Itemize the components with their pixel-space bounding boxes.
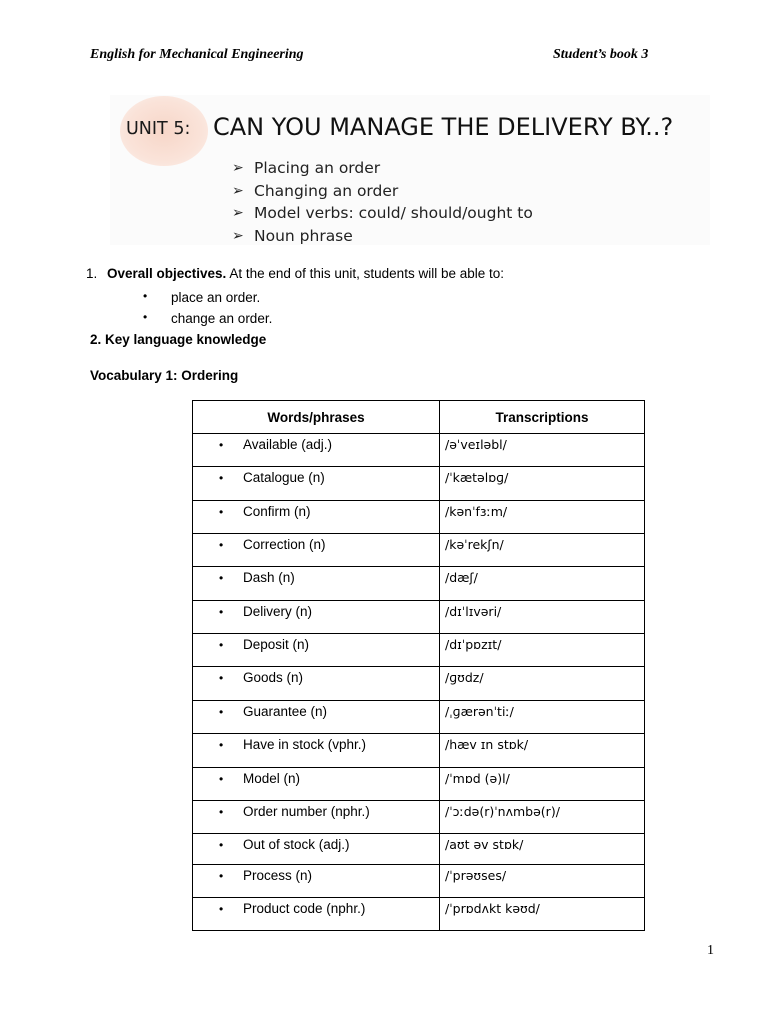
transcription-cell: /ˈɔːdə(r)ˈnʌmbə(r)/ xyxy=(440,801,645,834)
transcription-cell: /ˈprɒdʌkt kəʊd/ xyxy=(440,898,645,931)
word-cell xyxy=(193,601,440,634)
word-cell xyxy=(193,865,440,898)
word-text: Order number (nphr.) xyxy=(243,804,370,819)
table-row xyxy=(193,865,645,898)
running-header-title: English for Mechanical Engineering xyxy=(90,47,304,62)
bullet-dot-icon: • xyxy=(219,738,224,752)
word-cell xyxy=(193,898,440,931)
topic-label: Placing an order xyxy=(254,159,381,177)
arrow-bullet-icon: ➢ xyxy=(232,182,244,199)
section-heading-key-language: 2. Key language knowledge xyxy=(90,332,267,347)
word-text: Delivery (n) xyxy=(243,604,313,619)
word-cell xyxy=(193,467,440,501)
table-row xyxy=(193,701,645,734)
bullet-dot-icon: • xyxy=(219,571,224,585)
arrow-bullet-icon: ➢ xyxy=(232,160,244,176)
table-row xyxy=(193,898,645,931)
unit-topics-list xyxy=(232,157,533,247)
vocabulary-table xyxy=(192,400,645,931)
word-cell xyxy=(193,768,440,801)
transcription-cell: /ˈmɒd (ə)l/ xyxy=(440,768,645,801)
bullet-dot-icon: • xyxy=(219,438,224,452)
bullet-dot-icon: • xyxy=(219,838,224,852)
table-row xyxy=(193,467,645,501)
topic-label: Changing an order xyxy=(254,181,399,200)
table-row xyxy=(193,601,645,634)
word-cell xyxy=(193,434,440,467)
table-header-row xyxy=(193,401,645,434)
table-row xyxy=(193,567,645,601)
objectives-number: 1. xyxy=(86,266,98,281)
objectives-heading: Overall objectives. xyxy=(107,266,227,281)
word-text: Correction (n) xyxy=(243,537,326,552)
word-text: Confirm (n) xyxy=(243,504,311,519)
column-header-words: Words/phrases xyxy=(193,401,440,434)
bullet-dot-icon: • xyxy=(219,471,224,485)
bullet-dot-icon: • xyxy=(143,310,148,324)
unit-title: CAN YOU MANAGE THE DELIVERY BY..? xyxy=(213,113,674,141)
objective-item-text: place an order. xyxy=(171,290,261,305)
table-row xyxy=(193,768,645,801)
topic-label: Model verbs: could/ should/ought to xyxy=(254,204,533,222)
bullet-dot-icon: • xyxy=(219,671,224,685)
transcription-cell: /ɡʊdz/ xyxy=(440,667,645,701)
topic-item xyxy=(232,225,533,248)
bullet-dot-icon: • xyxy=(219,505,224,519)
bullet-dot-icon: • xyxy=(219,869,224,883)
bullet-dot-icon: • xyxy=(219,772,224,786)
topic-item xyxy=(232,180,533,203)
transcription-cell: /ˌɡærənˈtiː/ xyxy=(440,701,645,734)
word-text: Process (n) xyxy=(243,868,313,883)
word-text: Goods (n) xyxy=(243,670,304,685)
bullet-dot-icon: • xyxy=(219,805,224,819)
word-text: Catalogue (n) xyxy=(243,470,325,485)
unit-label: UNIT 5: xyxy=(126,119,191,139)
objectives-line xyxy=(86,266,504,281)
arrow-bullet-icon: ➢ xyxy=(232,227,244,244)
transcription-cell: /ˈkætəlɒɡ/ xyxy=(440,467,645,501)
table-row xyxy=(193,667,645,701)
bullet-dot-icon: • xyxy=(143,289,148,303)
table-row xyxy=(193,434,645,467)
word-cell xyxy=(193,634,440,667)
table-row xyxy=(193,834,645,865)
word-text: Deposit (n) xyxy=(243,637,310,652)
word-text: Have in stock (vphr.) xyxy=(243,737,367,752)
transcription-cell: /dɪˈpɒzɪt/ xyxy=(440,634,645,667)
transcription-cell: /əˈveɪləbl/ xyxy=(440,434,645,467)
table-row xyxy=(193,801,645,834)
word-text: Out of stock (adj.) xyxy=(243,837,350,852)
transcription-cell: /dæʃ/ xyxy=(440,567,645,601)
word-cell xyxy=(193,667,440,701)
bullet-dot-icon: • xyxy=(219,902,224,916)
page-number: 1 xyxy=(707,943,714,958)
table-row xyxy=(193,634,645,667)
word-cell xyxy=(193,567,440,601)
word-text: Product code (nphr.) xyxy=(243,901,366,916)
transcription-cell: /hæv ɪn stɒk/ xyxy=(440,734,645,768)
transcription-cell: /aʊt əv stɒk/ xyxy=(440,834,645,865)
word-text: Dash (n) xyxy=(243,570,295,585)
table-row xyxy=(193,501,645,534)
bullet-dot-icon: • xyxy=(219,605,224,619)
topic-item xyxy=(232,157,533,180)
table-row xyxy=(193,734,645,768)
transcription-cell: /kənˈfɜːm/ xyxy=(440,501,645,534)
bullet-dot-icon: • xyxy=(219,538,224,552)
word-cell xyxy=(193,734,440,768)
bullet-dot-icon: • xyxy=(219,705,224,719)
bullet-dot-icon: • xyxy=(219,638,224,652)
arrow-bullet-icon: ➢ xyxy=(232,205,244,221)
objectives-text: At the end of this unit, students will be able to: xyxy=(229,266,504,281)
column-header-transcriptions: Transcriptions xyxy=(440,401,645,434)
word-text: Guarantee (n) xyxy=(243,704,328,719)
transcription-cell: /kəˈrekʃn/ xyxy=(440,534,645,567)
running-header-book: Student’s book 3 xyxy=(553,47,649,62)
transcription-cell: /ˈprəʊses/ xyxy=(440,865,645,898)
vocabulary-heading: Vocabulary 1: Ordering xyxy=(90,368,239,383)
word-cell xyxy=(193,501,440,534)
word-cell xyxy=(193,701,440,734)
table-row xyxy=(193,534,645,567)
transcription-cell: /dɪˈlɪvəri/ xyxy=(440,601,645,634)
word-text: Available (adj.) xyxy=(243,437,333,452)
word-cell xyxy=(193,834,440,865)
topic-label: Noun phrase xyxy=(254,226,353,245)
vocabulary-table-body xyxy=(193,434,645,931)
objective-item-text: change an order. xyxy=(171,311,273,326)
word-text: Model (n) xyxy=(243,771,301,786)
word-cell xyxy=(193,534,440,567)
word-cell xyxy=(193,801,440,834)
topic-item xyxy=(232,202,533,225)
